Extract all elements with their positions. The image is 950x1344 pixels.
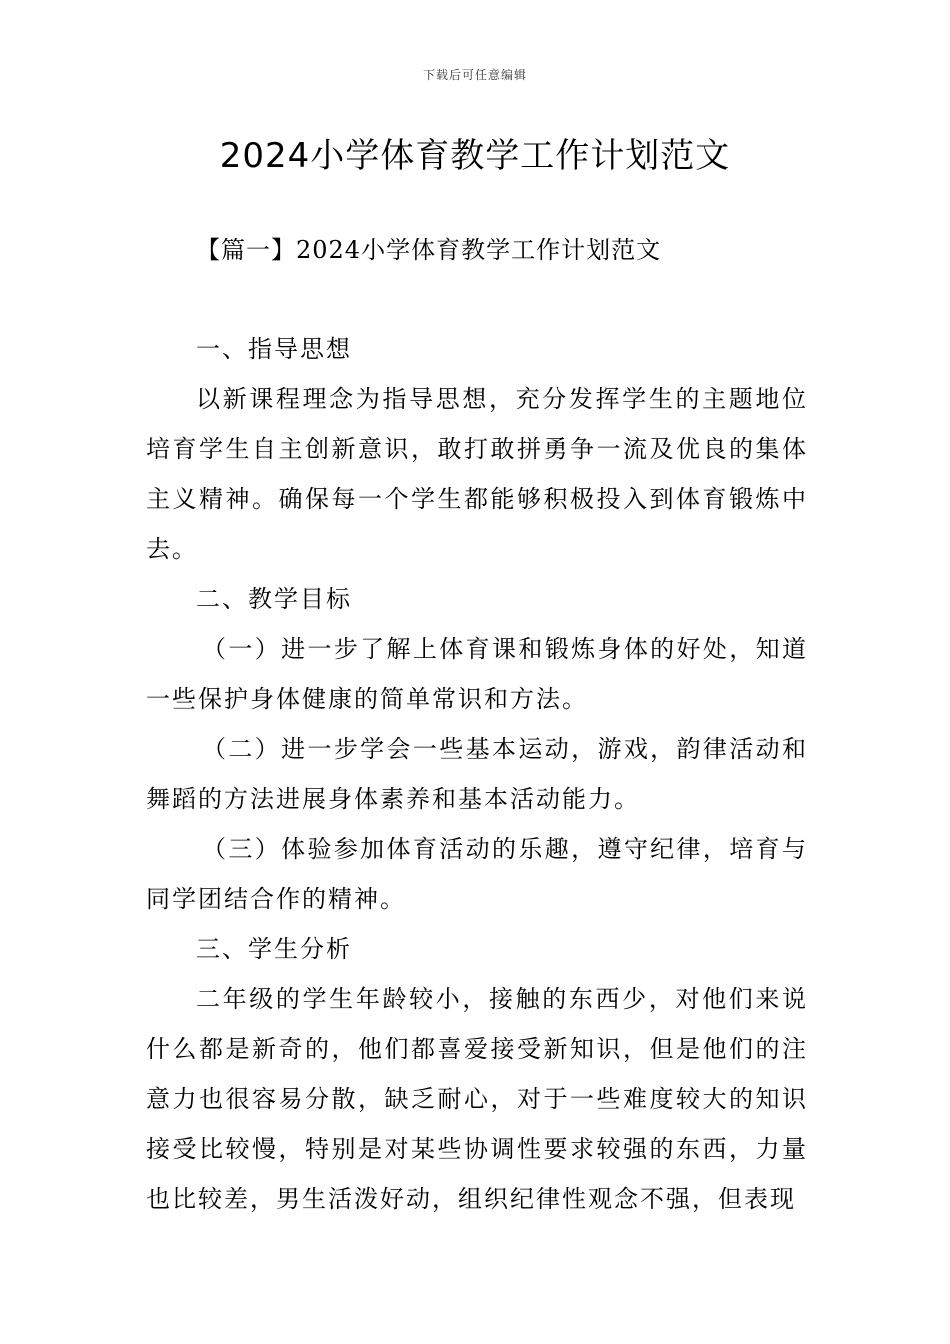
document-title: 2024小学体育教学工作计划范文 <box>219 136 731 176</box>
header-note: 下载后可任意编辑 <box>422 68 527 82</box>
heading-teaching-goals: 二、教学目标 <box>196 585 352 613</box>
paragraph-guiding-ideology: 以新课程理念为指导思想，充分发挥学生的主题地位培育学生自主创新意识，敢打敢拼勇争一流及优良的集体主义精神。确保每一个学生都能够积极投入到体育锻炼中去。 <box>146 385 808 563</box>
paragraph-goal-1: （一）进一步了解上体育课和锻炼身体的好处，知道一些保护身体健康的简单常识和方法。 <box>146 635 808 713</box>
heading-guiding-ideology: 一、指导思想 <box>196 335 352 363</box>
paragraph-goal-2: （二）进一步学会一些基本运动，游戏，韵律活动和舞蹈的方法进展身体素养和基本活动能力。 <box>146 735 808 813</box>
paragraph-goal-3: （三）体验参加体育活动的乐趣，遵守纪律，培育与同学团结合作的精神。 <box>146 835 808 913</box>
section-title: 【篇一】2024小学体育教学工作计划范文 <box>196 236 662 264</box>
heading-student-analysis: 三、学生分析 <box>196 935 352 963</box>
paragraph-student-analysis: 二年级的学生年龄较小，接触的东西少，对他们来说什么都是新奇的，他们都喜爱接受新知识，但是他们的注意力也很容易分散，缺乏耐心，对于一些难度较大的知识接受比较慢，特别是对某些协调性要求较强的东西，力量也比较差，男生活泼好动，组织纪律性观念不强，但表现 <box>146 985 808 1213</box>
document-body <box>146 324 808 1224</box>
